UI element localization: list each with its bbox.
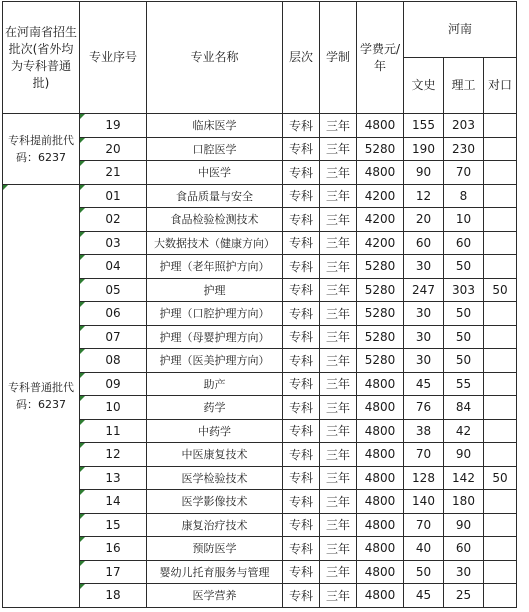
header-province: 河南 — [404, 2, 517, 58]
cell-years: 三年 — [320, 161, 357, 185]
cell-years: 三年 — [320, 443, 357, 467]
table-row — [3, 490, 517, 514]
cell-level: 专科 — [283, 396, 320, 420]
cell-wenshi: 12 — [404, 184, 444, 208]
cell-wenshi: 45 — [404, 584, 444, 608]
cell-fee: 4800 — [357, 419, 404, 443]
cell-name: 助产 — [147, 372, 283, 396]
cell-wenshi: 247 — [404, 278, 444, 302]
cell-years: 三年 — [320, 325, 357, 349]
cell-wenshi: 76 — [404, 396, 444, 420]
cell-ligong: 142 — [444, 466, 484, 490]
cell-duikou — [484, 302, 517, 326]
cell-fee: 4800 — [357, 490, 404, 514]
cell-ligong: 303 — [444, 278, 484, 302]
cell-wenshi: 30 — [404, 302, 444, 326]
cell-ligong: 30 — [444, 560, 484, 584]
cell-years: 三年 — [320, 584, 357, 608]
table-row — [3, 208, 517, 232]
cell-fee: 4800 — [357, 372, 404, 396]
cell-duikou — [484, 255, 517, 279]
cell-years: 三年 — [320, 560, 357, 584]
cell-fee: 4200 — [357, 208, 404, 232]
cell-fee: 4800 — [357, 560, 404, 584]
table-body — [3, 114, 517, 608]
cell-level: 专科 — [283, 114, 320, 138]
table-row — [3, 560, 517, 584]
cell-duikou — [484, 419, 517, 443]
cell-level: 专科 — [283, 302, 320, 326]
cell-fee: 4800 — [357, 513, 404, 537]
cell-level: 专科 — [283, 372, 320, 396]
cell-name: 医学影像技术 — [147, 490, 283, 514]
cell-fee: 5280 — [357, 278, 404, 302]
cell-ligong: 10 — [444, 208, 484, 232]
cell-ligong: 50 — [444, 349, 484, 373]
cell-wenshi: 38 — [404, 419, 444, 443]
cell-ligong: 25 — [444, 584, 484, 608]
cell-wenshi: 70 — [404, 443, 444, 467]
cell-wenshi: 30 — [404, 325, 444, 349]
cell-wenshi: 30 — [404, 255, 444, 279]
cell-ligong: 70 — [444, 161, 484, 185]
cell-name: 大数据技术（健康方向） — [147, 231, 283, 255]
header-code: 专业序号 — [80, 2, 147, 114]
table-row — [3, 137, 517, 161]
cell-wenshi: 70 — [404, 513, 444, 537]
cell-ligong: 90 — [444, 443, 484, 467]
cell-fee: 4800 — [357, 466, 404, 490]
header-batch: 在河南省招生批次(省外均为专科普通批) — [3, 2, 80, 114]
header-name: 专业名称 — [147, 2, 283, 114]
table-row — [3, 325, 517, 349]
cell-duikou — [484, 513, 517, 537]
table-row — [3, 466, 517, 490]
header-level: 层次 — [283, 2, 320, 114]
table-row — [3, 184, 517, 208]
cell-duikou: 50 — [484, 466, 517, 490]
cell-name: 护理（母婴护理方向） — [147, 325, 283, 349]
cell-duikou — [484, 396, 517, 420]
cell-wenshi: 20 — [404, 208, 444, 232]
cell-wenshi: 40 — [404, 537, 444, 561]
cell-code: 01 — [80, 184, 147, 208]
table-row — [3, 396, 517, 420]
cell-name: 中医康复技术 — [147, 443, 283, 467]
table-row — [3, 161, 517, 185]
cell-ligong: 8 — [444, 184, 484, 208]
cell-duikou — [484, 137, 517, 161]
cell-fee: 5280 — [357, 349, 404, 373]
cell-name: 食品检验检测技术 — [147, 208, 283, 232]
cell-years: 三年 — [320, 278, 357, 302]
header-years: 学制 — [320, 2, 357, 114]
table-row — [3, 584, 517, 608]
cell-code: 14 — [80, 490, 147, 514]
header-duikou: 对口 — [484, 58, 517, 114]
cell-wenshi: 155 — [404, 114, 444, 138]
cell-wenshi: 50 — [404, 560, 444, 584]
cell-level: 专科 — [283, 161, 320, 185]
cell-years: 三年 — [320, 255, 357, 279]
cell-name: 口腔医学 — [147, 137, 283, 161]
cell-name: 预防医学 — [147, 537, 283, 561]
cell-fee: 5280 — [357, 302, 404, 326]
cell-duikou — [484, 184, 517, 208]
cell-code: 21 — [80, 161, 147, 185]
cell-code: 19 — [80, 114, 147, 138]
cell-years: 三年 — [320, 372, 357, 396]
cell-years: 三年 — [320, 208, 357, 232]
cell-wenshi: 90 — [404, 161, 444, 185]
table-row — [3, 231, 517, 255]
cell-fee: 4200 — [357, 184, 404, 208]
cell-ligong: 90 — [444, 513, 484, 537]
cell-code: 02 — [80, 208, 147, 232]
cell-level: 专科 — [283, 490, 320, 514]
table-row — [3, 114, 517, 138]
cell-level: 专科 — [283, 513, 320, 537]
cell-fee: 4200 — [357, 231, 404, 255]
cell-years: 三年 — [320, 137, 357, 161]
cell-ligong: 180 — [444, 490, 484, 514]
cell-duikou — [484, 325, 517, 349]
cell-level: 专科 — [283, 278, 320, 302]
table-row — [3, 255, 517, 279]
cell-duikou — [484, 231, 517, 255]
cell-duikou: 50 — [484, 278, 517, 302]
cell-duikou — [484, 114, 517, 138]
cell-name: 医学营养 — [147, 584, 283, 608]
cell-code: 11 — [80, 419, 147, 443]
cell-code: 10 — [80, 396, 147, 420]
table-row — [3, 372, 517, 396]
cell-name: 护理 — [147, 278, 283, 302]
cell-name: 药学 — [147, 396, 283, 420]
cell-ligong: 42 — [444, 419, 484, 443]
group-label-regular: 专科普通批代码：6237 — [3, 184, 80, 607]
cell-name: 婴幼儿托育服务与管理 — [147, 560, 283, 584]
cell-code: 20 — [80, 137, 147, 161]
cell-code: 05 — [80, 278, 147, 302]
cell-name: 医学检验技术 — [147, 466, 283, 490]
cell-code: 03 — [80, 231, 147, 255]
cell-code: 08 — [80, 349, 147, 373]
cell-fee: 4800 — [357, 537, 404, 561]
cell-ligong: 50 — [444, 255, 484, 279]
cell-name: 护理（医美护理方向） — [147, 349, 283, 373]
cell-level: 专科 — [283, 584, 320, 608]
cell-level: 专科 — [283, 184, 320, 208]
cell-code: 18 — [80, 584, 147, 608]
cell-ligong: 50 — [444, 325, 484, 349]
cell-years: 三年 — [320, 184, 357, 208]
cell-duikou — [484, 560, 517, 584]
cell-years: 三年 — [320, 466, 357, 490]
cell-ligong: 50 — [444, 302, 484, 326]
cell-code: 09 — [80, 372, 147, 396]
cell-code: 13 — [80, 466, 147, 490]
cell-code: 16 — [80, 537, 147, 561]
cell-wenshi: 45 — [404, 372, 444, 396]
cell-years: 三年 — [320, 349, 357, 373]
group-label-early: 专科提前批代码：6237 — [3, 114, 80, 185]
cell-duikou — [484, 537, 517, 561]
cell-years: 三年 — [320, 513, 357, 537]
cell-duikou — [484, 372, 517, 396]
cell-level: 专科 — [283, 537, 320, 561]
cell-duikou — [484, 208, 517, 232]
cell-years: 三年 — [320, 396, 357, 420]
cell-code: 07 — [80, 325, 147, 349]
table-row — [3, 443, 517, 467]
cell-fee: 4800 — [357, 161, 404, 185]
cell-level: 专科 — [283, 137, 320, 161]
table-row — [3, 513, 517, 537]
cell-ligong: 60 — [444, 231, 484, 255]
table-row — [3, 278, 517, 302]
cell-fee: 4800 — [357, 114, 404, 138]
cell-years: 三年 — [320, 302, 357, 326]
header-wenshi: 文史 — [404, 58, 444, 114]
cell-code: 12 — [80, 443, 147, 467]
table-row — [3, 537, 517, 561]
cell-wenshi: 128 — [404, 466, 444, 490]
cell-code: 06 — [80, 302, 147, 326]
cell-fee: 4800 — [357, 396, 404, 420]
cell-fee: 4800 — [357, 443, 404, 467]
cell-name: 临床医学 — [147, 114, 283, 138]
cell-years: 三年 — [320, 114, 357, 138]
table-row — [3, 419, 517, 443]
cell-ligong: 84 — [444, 396, 484, 420]
cell-duikou — [484, 584, 517, 608]
cell-fee: 4800 — [357, 584, 404, 608]
cell-duikou — [484, 161, 517, 185]
table-row — [3, 349, 517, 373]
cell-fee: 5280 — [357, 137, 404, 161]
cell-level: 专科 — [283, 560, 320, 584]
cell-years: 三年 — [320, 419, 357, 443]
cell-wenshi: 60 — [404, 231, 444, 255]
cell-code: 15 — [80, 513, 147, 537]
cell-level: 专科 — [283, 466, 320, 490]
table-row — [3, 302, 517, 326]
cell-duikou — [484, 349, 517, 373]
cell-fee: 5280 — [357, 255, 404, 279]
cell-level: 专科 — [283, 349, 320, 373]
cell-years: 三年 — [320, 231, 357, 255]
cell-level: 专科 — [283, 255, 320, 279]
cell-ligong: 203 — [444, 114, 484, 138]
cell-name: 中药学 — [147, 419, 283, 443]
cell-duikou — [484, 490, 517, 514]
enrollment-plan-table — [2, 1, 517, 608]
cell-level: 专科 — [283, 419, 320, 443]
cell-level: 专科 — [283, 443, 320, 467]
cell-code: 17 — [80, 560, 147, 584]
cell-code: 04 — [80, 255, 147, 279]
header-ligong: 理工 — [444, 58, 484, 114]
cell-wenshi: 30 — [404, 349, 444, 373]
cell-years: 三年 — [320, 537, 357, 561]
cell-name: 护理（口腔护理方向） — [147, 302, 283, 326]
cell-fee: 5280 — [357, 325, 404, 349]
header-fee: 学费元/年 — [357, 2, 404, 114]
cell-level: 专科 — [283, 325, 320, 349]
cell-name: 康复治疗技术 — [147, 513, 283, 537]
cell-duikou — [484, 443, 517, 467]
cell-ligong: 60 — [444, 537, 484, 561]
cell-name: 护理（老年照护方向） — [147, 255, 283, 279]
cell-wenshi: 190 — [404, 137, 444, 161]
cell-name: 食品质量与安全 — [147, 184, 283, 208]
cell-name: 中医学 — [147, 161, 283, 185]
cell-level: 专科 — [283, 231, 320, 255]
cell-level: 专科 — [283, 208, 320, 232]
cell-ligong: 230 — [444, 137, 484, 161]
cell-ligong: 55 — [444, 372, 484, 396]
cell-wenshi: 140 — [404, 490, 444, 514]
cell-years: 三年 — [320, 490, 357, 514]
